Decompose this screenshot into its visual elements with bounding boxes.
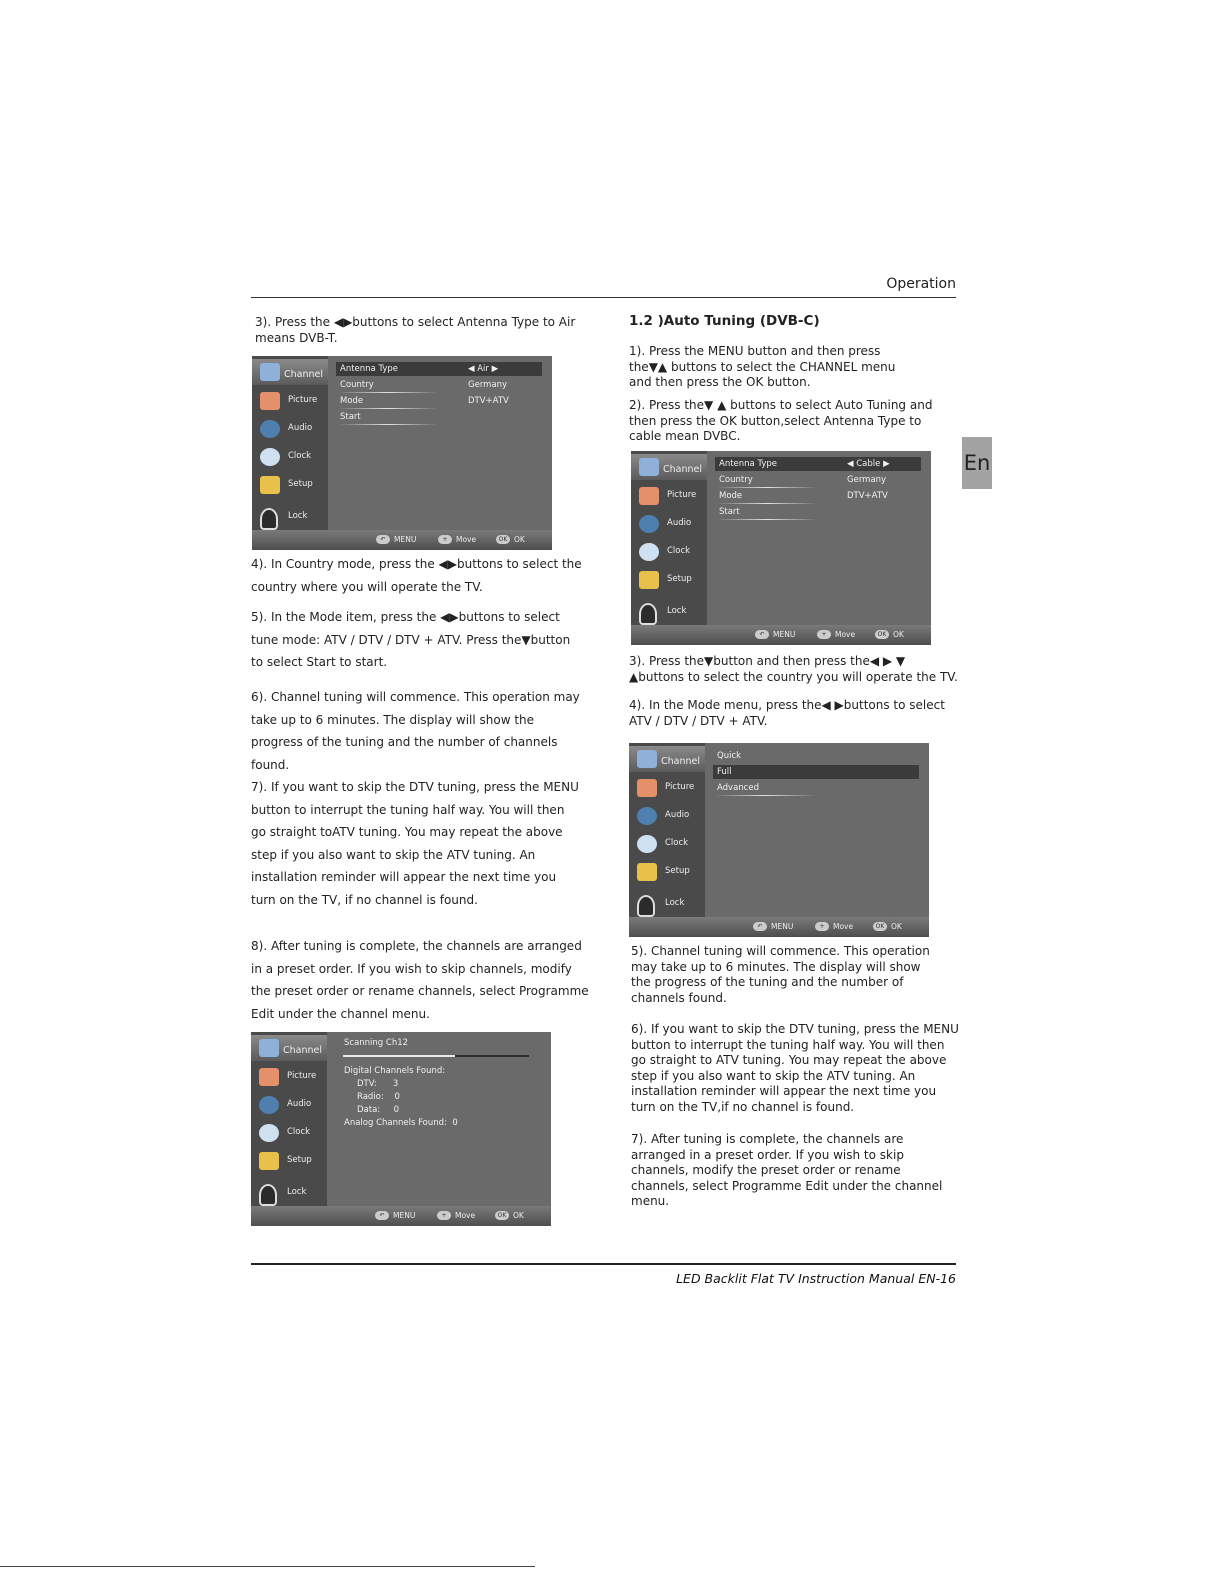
ok-key-icon: OK: [873, 922, 887, 931]
setup-icon: [637, 863, 657, 881]
menu-hint-bar: [631, 625, 931, 645]
menu-row: [715, 457, 921, 471]
sidebar-item-lock: [629, 891, 705, 917]
menu-key-icon: ↶: [375, 1211, 389, 1220]
hint-menu: [376, 535, 416, 544]
menu-key-icon: ↶: [376, 535, 390, 544]
sidebar-item-label: Clock: [667, 546, 691, 556]
picture-icon: [639, 487, 659, 505]
menu-row-label: Mode: [719, 491, 743, 501]
sidebar-item-audio: [251, 1092, 327, 1118]
right-step-7: 7). After tuning is complete, the channels are arranged in a preset order. If you wish to skip channels, modify the preset order or rename channels, select Programme Edit under the channel menu.: [631, 1132, 943, 1208]
lock-icon: [637, 895, 655, 917]
hint-move-label: Move: [455, 1211, 476, 1220]
menu-sidebar: [629, 743, 705, 917]
menu-row: [336, 410, 542, 424]
menu-row-value: Germany: [468, 380, 508, 390]
sidebar-item-label: Audio: [287, 1099, 312, 1109]
audio-icon: [639, 515, 659, 533]
sidebar-item-label: Picture: [667, 490, 697, 500]
sidebar-item-label: Audio: [667, 518, 692, 528]
menu-row-divider: [719, 503, 815, 504]
menu-row: [715, 505, 921, 519]
channel-icon: [637, 750, 657, 768]
menu-row: [713, 765, 919, 779]
sidebar-item-audio: [629, 803, 705, 829]
menu-row: [713, 781, 919, 795]
sidebar-item-label: Setup: [665, 866, 690, 876]
hint-menu-label: MENU: [773, 630, 796, 639]
right-step-4: 4). In the Mode menu, press the◀ ▶buttons to select ATV / DTV / DTV + ATV.: [629, 698, 945, 728]
menu-row-label: Start: [340, 412, 361, 422]
menu-row-divider: [717, 795, 813, 796]
hint-menu-label: MENU: [393, 1211, 416, 1220]
sidebar-item-audio: [631, 511, 707, 537]
footer-text: LED Backlit Flat TV Instruction Manual EN-16: [676, 1271, 956, 1286]
clock-icon: [639, 543, 659, 561]
sidebar-item-setup: [252, 472, 328, 498]
scan-dtv: DTV: 3: [357, 1079, 399, 1089]
move-key-icon: +: [815, 922, 829, 931]
menu-row-divider: [719, 487, 815, 488]
sidebar-item-label: Clock: [288, 451, 312, 461]
sidebar-item-label: Channel: [661, 756, 701, 767]
sidebar-item-label: Setup: [667, 574, 692, 584]
hint-move-label: Move: [833, 922, 854, 931]
audio-icon: [260, 420, 280, 438]
section-heading: 1.2 )Auto Tuning (DVB-C): [629, 313, 820, 329]
menu-sidebar: [252, 356, 328, 530]
menu-row: [336, 394, 542, 408]
lock-icon: [260, 508, 278, 530]
page-edge-line: [0, 1566, 535, 1567]
scan-progress-bar: [343, 1055, 529, 1057]
hint-move: [815, 922, 853, 931]
sidebar-item-clock: [251, 1120, 327, 1146]
sidebar-item-clock: [252, 444, 328, 470]
menu-row-label: Mode: [340, 396, 364, 406]
scan-title: Scanning Ch12: [344, 1038, 409, 1048]
hint-menu-label: MENU: [394, 535, 417, 544]
sidebar-item-label: Audio: [665, 810, 690, 820]
sidebar-item-label: Setup: [287, 1155, 312, 1165]
setup-icon: [259, 1152, 279, 1170]
ok-key-icon: OK: [496, 535, 510, 544]
tv-menu-mode: [629, 743, 929, 937]
menu-row-label: Quick: [717, 751, 742, 761]
hint-ok: [873, 922, 902, 931]
tv-menu-scanning: [251, 1032, 551, 1226]
page-section-title: Operation: [886, 276, 956, 292]
hint-move: [437, 1211, 475, 1220]
sidebar-item-lock: [631, 599, 707, 625]
hint-menu: [375, 1211, 415, 1220]
menu-row-label: Antenna Type: [719, 459, 777, 469]
hint-ok-label: OK: [514, 535, 525, 544]
scan-radio: Radio: 0: [357, 1092, 400, 1102]
sidebar-item-lock: [252, 504, 328, 530]
sidebar-item-label: Picture: [665, 782, 695, 792]
hint-ok: [495, 1211, 524, 1220]
menu-row: [715, 473, 921, 487]
menu-row-value: DTV+ATV: [468, 396, 509, 406]
menu-hint-bar: [252, 530, 552, 550]
sidebar-item-channel: [252, 359, 328, 385]
hint-menu-label: MENU: [771, 922, 794, 931]
picture-icon: [260, 392, 280, 410]
sidebar-item-label: Picture: [288, 395, 318, 405]
clock-icon: [259, 1124, 279, 1142]
sidebar-item-label: Picture: [287, 1071, 317, 1081]
hint-ok-label: OK: [891, 922, 902, 931]
menu-row-value: Germany: [847, 475, 887, 485]
hint-ok-label: OK: [893, 630, 904, 639]
sidebar-item-label: Clock: [287, 1127, 311, 1137]
picture-icon: [259, 1068, 279, 1086]
sidebar-item-label: Channel: [284, 369, 324, 380]
sidebar-item-channel: [631, 454, 707, 480]
hint-ok: [496, 535, 525, 544]
sidebar-item-picture: [251, 1064, 327, 1090]
left-step-3: 3). Press the ◀▶buttons to select Antenna Type to Air means DVB-T.: [255, 315, 576, 345]
sidebar-item-picture: [631, 483, 707, 509]
right-step-3: 3). Press the▼button and then press the◀ ▶ ▼ ▲buttons to select the country you will operate the TV.: [629, 654, 958, 684]
left-step-5: 5). In the Mode item, press the ◀▶buttons to select tune mode: ATV / DTV / DTV + ATV. Press the▼button to select Start to start.: [251, 610, 571, 669]
sidebar-item-label: Lock: [288, 511, 308, 521]
scan-analog: Analog Channels Found: 0: [344, 1118, 458, 1128]
menu-hint-bar: [629, 917, 929, 937]
left-step-8: 8). After tuning is complete, the channels are arranged in a preset order. If you wish to skip channels, modify the preset order or rename channels, select Programme Edit under the channel menu.: [251, 939, 589, 1021]
left-step-7: 7). If you want to skip the DTV tuning, press the MENU button to interrupt the tuning half way. You will then go straight toATV tuning. You may repeat the above step if you also want to skip the ATV tuning. An installation reminder will appear the next time you turn on the TV, if no channel is found.: [251, 780, 579, 907]
sidebar-item-audio: [252, 416, 328, 442]
menu-key-icon: ↶: [753, 922, 767, 931]
menu-sidebar: [251, 1032, 327, 1206]
sidebar-item-clock: [631, 539, 707, 565]
sidebar-item-channel: [629, 746, 705, 772]
channel-icon: [639, 458, 659, 476]
scan-data: Data: 0: [357, 1105, 400, 1115]
sidebar-item-label: Setup: [288, 479, 313, 489]
lock-icon: [259, 1184, 277, 1206]
ok-key-icon: OK: [495, 1211, 509, 1220]
menu-row-label: Country: [340, 380, 374, 390]
right-step-5: 5). Channel tuning will commence. This operation may take up to 6 minutes. The display will show the progress of the tuning and the number of channels found.: [631, 944, 930, 1005]
menu-row-value: DTV+ATV: [847, 491, 888, 501]
sidebar-item-setup: [629, 859, 705, 885]
right-step-6: 6). If you want to skip the DTV tuning, press the MENU button to interrupt the tuning half way. You will then go straight to ATV tuning. You may repeat the above step if you also want to skip the ATV tuning. An installation reminder will appear the next time you turn on the TV,if no channel is found.: [631, 1022, 959, 1114]
menu-key-icon: ↶: [755, 630, 769, 639]
setup-icon: [639, 571, 659, 589]
hint-menu: [755, 630, 795, 639]
channel-icon: [260, 363, 280, 381]
sidebar-item-label: Channel: [663, 464, 703, 475]
menu-row-label: Antenna Type: [340, 364, 398, 374]
footer-rule: [251, 1263, 956, 1265]
sidebar-item-label: Lock: [665, 898, 685, 908]
tv-menu-air: [252, 356, 552, 550]
right-step-2: 2). Press the▼ ▲ buttons to select Auto Tuning and then press the OK button,select Antenna Type to cable mean DVBC.: [629, 398, 933, 443]
menu-sidebar: [631, 451, 707, 625]
menu-row: [336, 362, 542, 376]
sidebar-item-label: Audio: [288, 423, 313, 433]
move-key-icon: +: [438, 535, 452, 544]
sidebar-item-picture: [629, 775, 705, 801]
sidebar-item-label: Clock: [665, 838, 689, 848]
move-key-icon: +: [817, 630, 831, 639]
menu-row-divider: [340, 408, 436, 409]
menu-row-divider: [719, 519, 815, 520]
menu-hint-bar: [251, 1206, 551, 1226]
language-tab: En: [962, 437, 992, 489]
menu-row-label: Advanced: [717, 783, 759, 793]
audio-icon: [259, 1096, 279, 1114]
right-step-1: 1). Press the MENU button and then press the▼▲ buttons to select the CHANNEL menu and then press the OK button.: [629, 344, 896, 389]
channel-icon: [259, 1039, 279, 1057]
hint-move: [438, 535, 476, 544]
menu-row-value: ◀ Cable ▶: [847, 459, 890, 469]
menu-row-value: ◀ Air ▶: [468, 364, 499, 374]
menu-row-divider: [340, 424, 436, 425]
hint-move: [817, 630, 855, 639]
sidebar-item-label: Lock: [287, 1187, 307, 1197]
clock-icon: [260, 448, 280, 466]
sidebar-item-lock: [251, 1180, 327, 1206]
left-step-4: 4). In Country mode, press the ◀▶buttons to select the country where you will operate the TV.: [251, 557, 582, 594]
setup-icon: [260, 476, 280, 494]
menu-row: [336, 378, 542, 392]
sidebar-item-channel: [251, 1035, 327, 1061]
scan-digital: Digital Channels Found:: [344, 1066, 446, 1076]
hint-menu: [753, 922, 793, 931]
sidebar-item-label: Channel: [283, 1045, 323, 1056]
header-rule: [251, 297, 956, 298]
left-step-6: 6). Channel tuning will commence. This operation may take up to 6 minutes. The display will show the progress of the tuning and the number of channels found.: [251, 690, 580, 772]
menu-row-label: Full: [717, 767, 732, 777]
tv-menu-cable: [631, 451, 931, 645]
sidebar-item-label: Lock: [667, 606, 687, 616]
lock-icon: [639, 603, 657, 625]
audio-icon: [637, 807, 657, 825]
sidebar-item-setup: [631, 567, 707, 593]
hint-ok: [875, 630, 904, 639]
sidebar-item-clock: [629, 831, 705, 857]
scan-progress-fill: [343, 1055, 455, 1057]
hint-move-label: Move: [456, 535, 477, 544]
hint-ok-label: OK: [513, 1211, 524, 1220]
menu-row-divider: [340, 392, 436, 393]
menu-row-label: Start: [719, 507, 740, 517]
menu-row: [713, 749, 919, 763]
hint-move-label: Move: [835, 630, 856, 639]
move-key-icon: +: [437, 1211, 451, 1220]
menu-row-label: Country: [719, 475, 753, 485]
picture-icon: [637, 779, 657, 797]
sidebar-item-picture: [252, 388, 328, 414]
menu-row: [715, 489, 921, 503]
clock-icon: [637, 835, 657, 853]
ok-key-icon: OK: [875, 630, 889, 639]
sidebar-item-setup: [251, 1148, 327, 1174]
